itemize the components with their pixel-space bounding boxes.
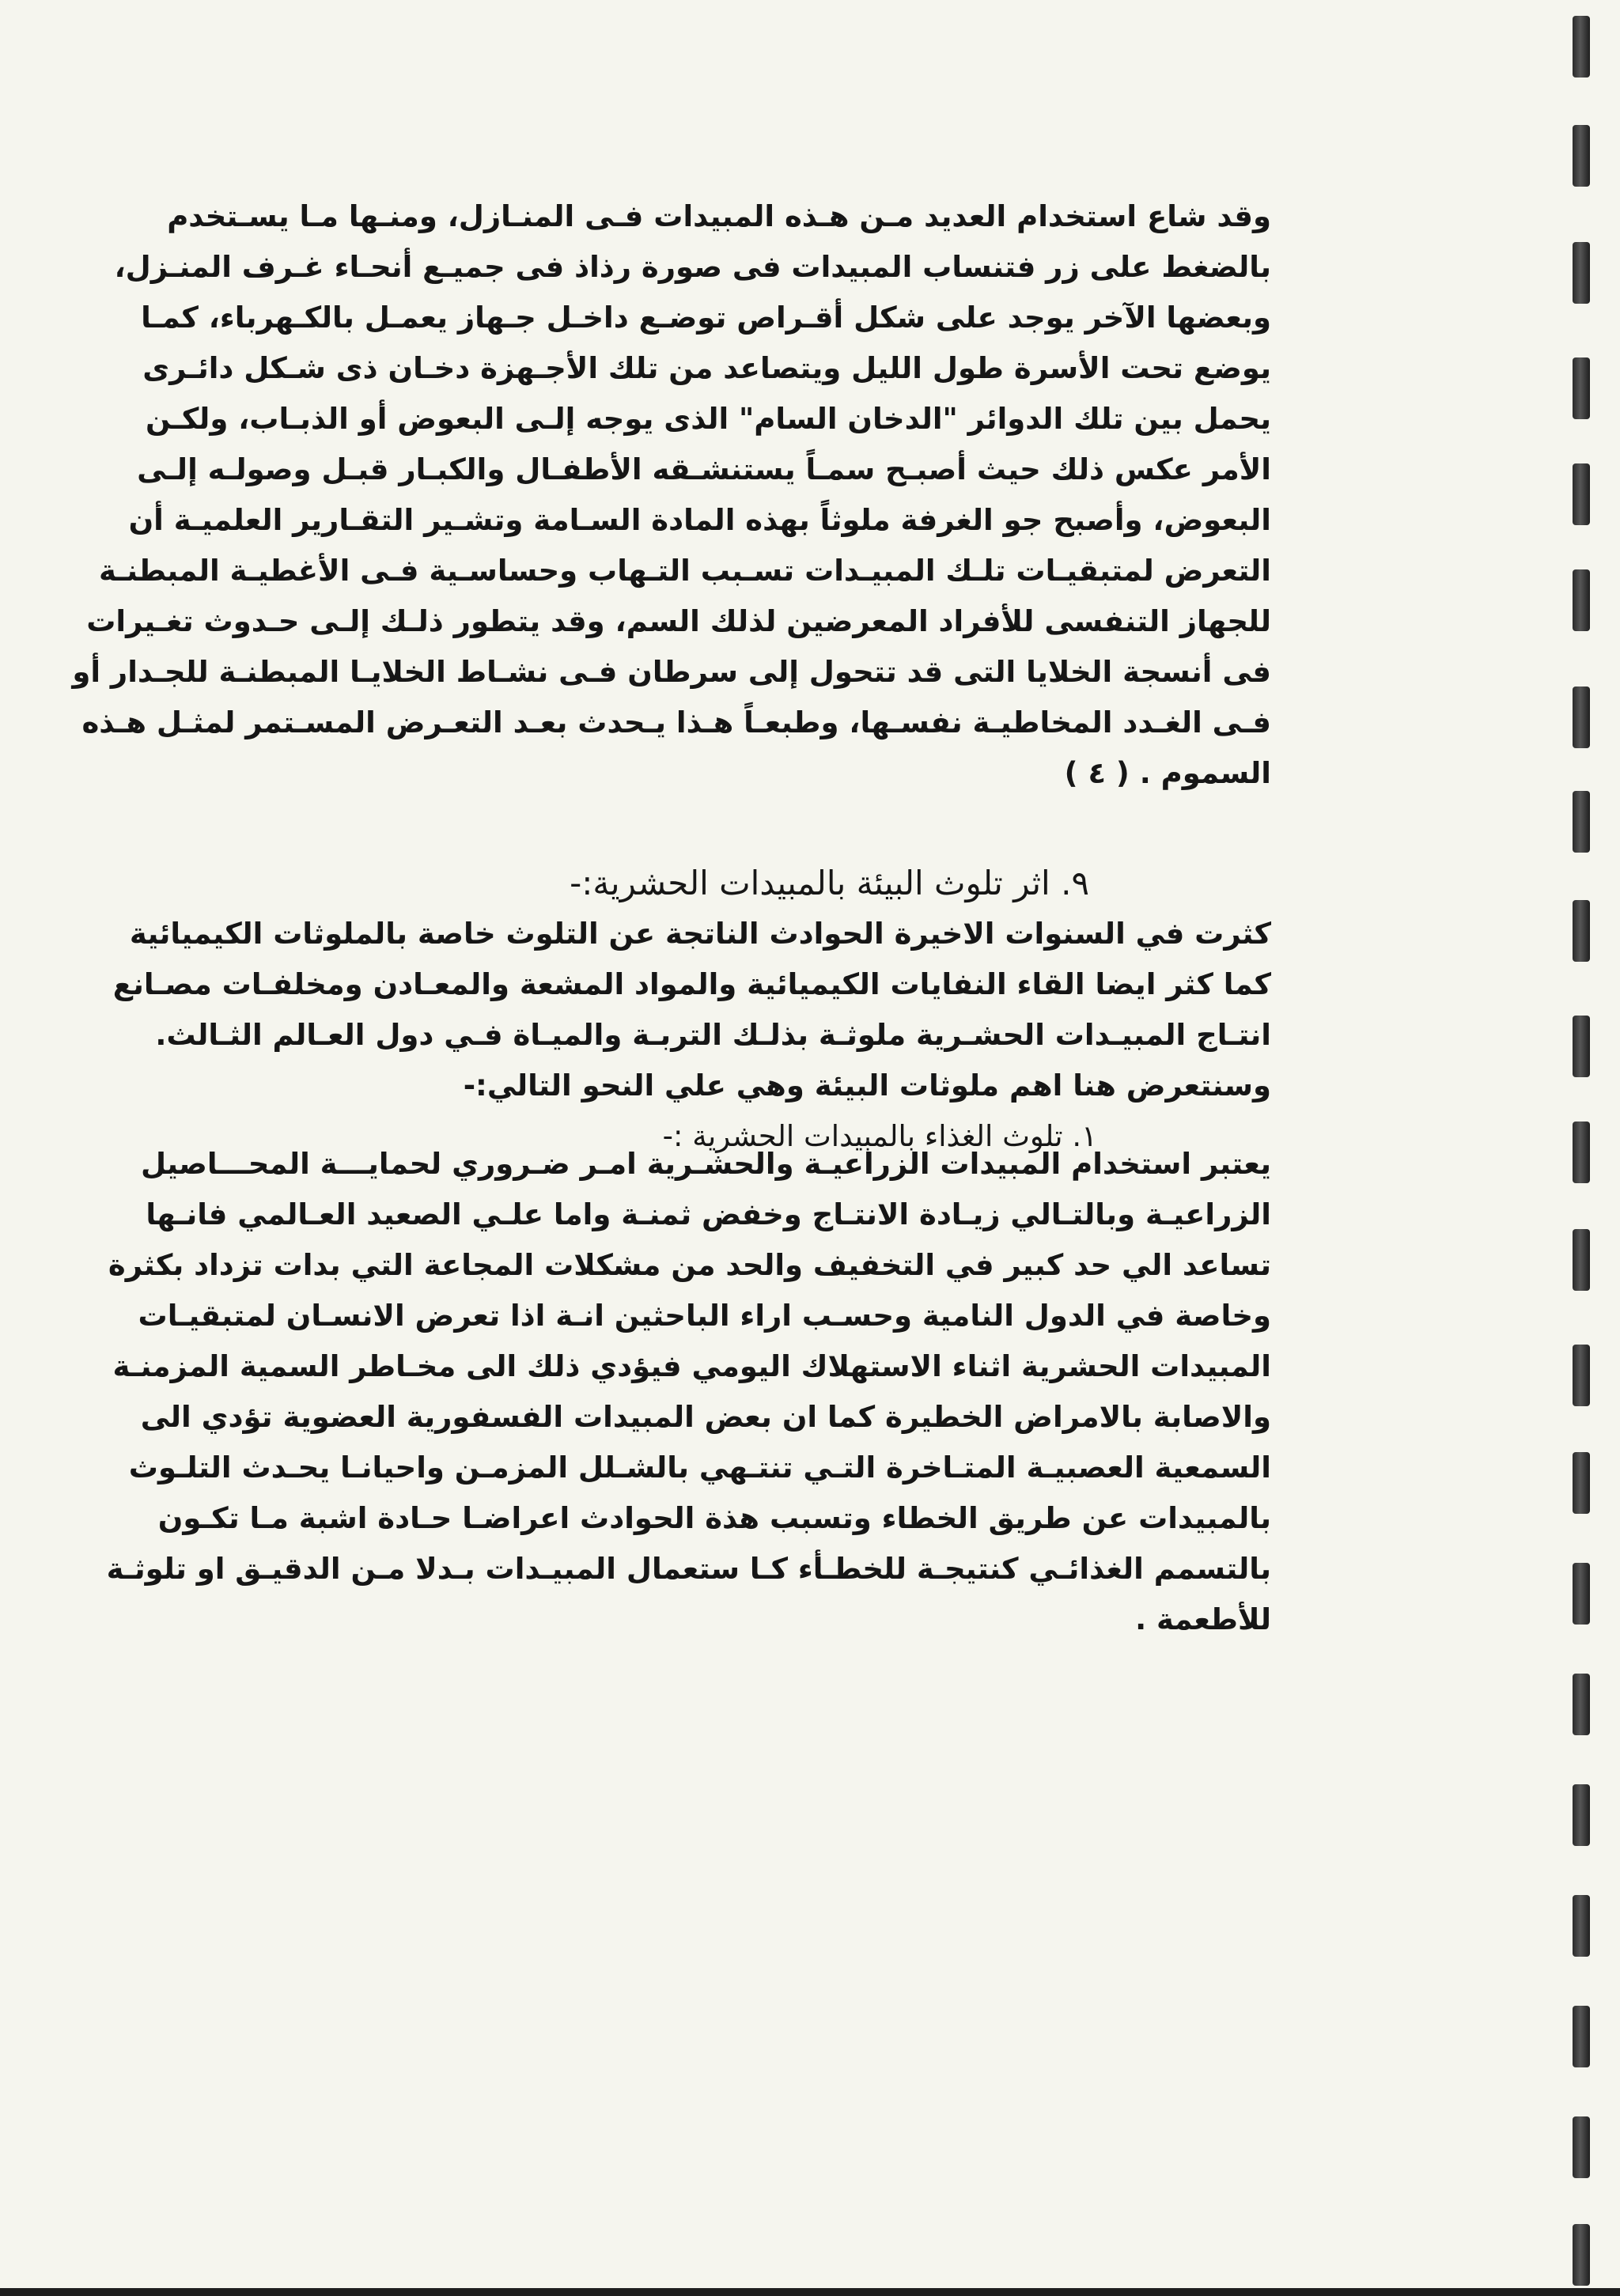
text-line: المبيدات الحشرية اثناء الاستهلاك اليومي فيؤدي ذلك الى مخـاطر السمية المزمنـة [112, 1349, 1271, 1383]
binding-hole [1573, 1452, 1590, 1514]
text-line: الزراعيـة وبالتـالي زيـادة الانتـاج وخفض ثمنـة واما علـي الصعيد العـالمي فانـها [146, 1197, 1271, 1231]
binding-hole [1573, 1016, 1590, 1077]
text-line: السموم . ( ٤ ) [1064, 756, 1271, 790]
text-line: يحمل بين تلك الدوائر "الدخان السام" الذى يوجه إلـى البعوض أو الذبـاب، ولكـن [145, 402, 1271, 436]
text-line: السمعية العصبيـة المتـاخرة التـي تنتـهي بالشـلل المزمـن واحيانـا يحـدث التلـوث [128, 1451, 1271, 1485]
text-line: كثرت في السنوات الاخيرة الحوادث الناتجة عن التلوث خاصة بالملوثات الكيميائية [129, 917, 1271, 951]
binding-hole [1573, 463, 1590, 525]
text-line: وسنتعرض هنا اهم ملوثات البيئة وهي علي النحو التالي:- [463, 1069, 1271, 1103]
binding-hole [1573, 16, 1590, 78]
text-line: وخاصة في الدول النامية وحسـب اراء الباحثين انـة اذا تعرض الانسـان لمتبقيـات [138, 1299, 1271, 1333]
text-line: فى أنسجة الخلايا التى قد تتحول إلى سرطان فـى نشـاط الخلايـا المبطنـة للجـدار أو [72, 655, 1271, 689]
binding-hole [1573, 1563, 1590, 1625]
binding-hole [1573, 687, 1590, 748]
text-line: والاصابة بالامراض الخطيرة كما ان بعض المبيدات الفسفورية العضوية تؤدي الى [140, 1400, 1271, 1434]
binding-hole [1573, 242, 1590, 304]
binding-hole [1573, 900, 1590, 962]
text-line: التعرض لمتبقيـات تلـك المبيـدات تسـبب التـهاب وحساسـية فـى الأغطيـة المبطنـة [98, 554, 1271, 588]
binding-hole [1573, 791, 1590, 853]
binding-hole [1573, 1784, 1590, 1846]
text-line: وبعضها الآخر يوجد على شكل أقـراص توضـع داخـل جـهاز يعمـل بالكـهرباء، كمـا [141, 301, 1271, 335]
binding-hole [1573, 357, 1590, 419]
text-line: بالمبيدات عن طريق الخطاء وتسبب هذة الحوادث اعراضـا حـادة اشبة مـا تكـون [157, 1501, 1271, 1535]
binding-hole [1573, 1345, 1590, 1406]
text-line: يوضع تحت الأسرة طول الليل ويتصاعد من تلك الأجـهزة دخـان ذى شـكل دائـرى [142, 351, 1271, 385]
binding-hole [1573, 1895, 1590, 1957]
text-line: وقد شاع استخدام العديد مـن هـذه المبيدات فـى المنـازل، ومنـها مـا يسـتخدم [167, 199, 1271, 233]
text-line: يعتبر استخدام المبيدات الزراعيـة والحشـرية امـر ضـروري لحمايـــة المحـــاصيل [141, 1147, 1271, 1181]
binding-hole [1573, 569, 1590, 631]
text-line: انتـاج المبيـدات الحشـرية ملوثـة بذلـك التربـة والميـاة فـي دول العـالم الثـالث. [155, 1018, 1271, 1052]
binding-hole [1573, 2006, 1590, 2067]
text-line: البعوض، وأصبح جو الغرفة ملوثاً بهذه المادة السـامة وتشـير التقـارير العلميـة أن [128, 503, 1271, 537]
paragraph-pesticides-home-use [72, 191, 1271, 799]
binding-hole [1573, 1229, 1590, 1291]
spiral-binding [1525, 0, 1620, 2296]
text-line: تساعد الي حد كبير في التخفيف والحد من مشكلات المجاعة التي بدات تزداد بكثرة [108, 1248, 1271, 1282]
binding-hole [1573, 125, 1590, 187]
text-line: للجهاز التنفسى للأفراد المعرضين لذلك السم، وقد يتطور ذلـك إلـى حـدوث تغـيرات [86, 604, 1271, 638]
section-heading: ٩. اثر تلوث البيئة بالمبيدات الحشرية:- [570, 864, 1089, 902]
text-line: للأطعمة . [1135, 1602, 1271, 1636]
text-line: كما كثر ايضا القاء النفايات الكيميائية والمواد المشعة والمعـادن ومخلفـات مصـانع [112, 967, 1271, 1001]
text-line: بالتسمم الغذائـي كنتيجـة للخطـأء كـا ستعمال المبيـدات بـدلا مـن الدقيـق او تلوثـة [106, 1552, 1271, 1586]
section-environment-pollution [112, 858, 1271, 1162]
text-line: فـى الغـدد المخاطيـة نفسـها، وطبعـاً هـذا يـحدث بعـد التعـرض المسـتمر لمثـل هـذه [81, 705, 1271, 739]
text-line: بالضغط على زر فتنساب المبيدات فى صورة رذاذ فى جميـع أنحـاء غـرف المنـزل، [114, 250, 1271, 284]
subheading: ١. تلوث الغذاء بالمبيدات الحشرية :- [662, 1119, 1097, 1153]
binding-hole [1573, 1122, 1590, 1183]
text-line: الأمر عكس ذلك حيث أصبـح سمـاً يستنشـقه الأطفـال والكبـار قبـل وصولـه إلـى [137, 452, 1271, 486]
binding-hole [1573, 2224, 1590, 2286]
binding-hole [1573, 1674, 1590, 1735]
paragraph-food-pollution [106, 1139, 1271, 1645]
binding-hole [1573, 2116, 1590, 2178]
page-bottom-edge [0, 2288, 1620, 2296]
